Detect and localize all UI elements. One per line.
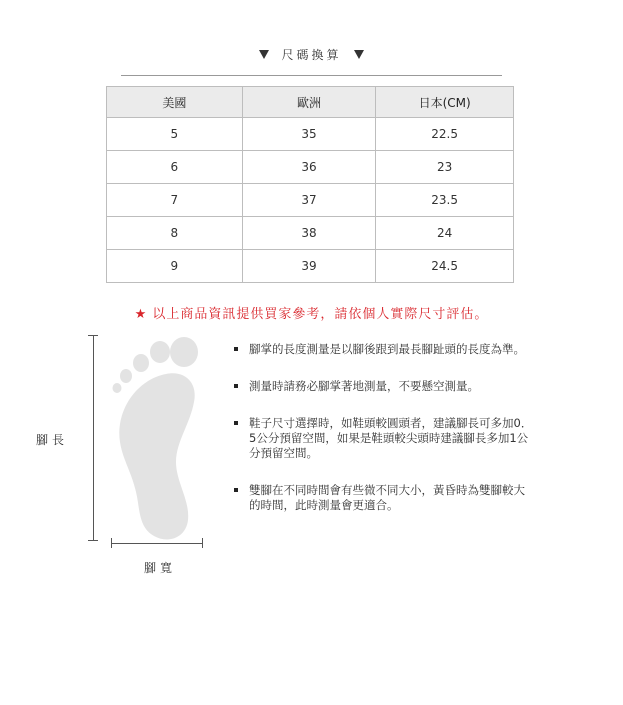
little-toe xyxy=(113,383,122,393)
table-row xyxy=(107,217,514,250)
cell-eu: 37 xyxy=(242,184,376,217)
cell-us: 5 xyxy=(107,118,243,151)
footprint-shape xyxy=(113,337,199,539)
cell-us: 8 xyxy=(107,217,243,250)
column-header-eu: 歐洲 xyxy=(242,87,376,118)
cell-us: 6 xyxy=(107,151,243,184)
tip-text: 鞋子尺寸選擇時，如鞋頭較圓頭者，建議腳長可多加0．5公分預留空間，如果是鞋頭較尖頭時建議腳長多加1公分預留空間。 xyxy=(249,416,533,460)
cell-jp: 24 xyxy=(376,217,514,250)
table-header-row xyxy=(107,87,514,118)
cell-eu: 38 xyxy=(242,217,376,250)
triangle-down-icon xyxy=(259,50,269,59)
cell-jp: 22.5 xyxy=(376,118,514,151)
size-conversion-table xyxy=(106,86,514,283)
list-item xyxy=(234,379,534,394)
footprint-icon xyxy=(106,332,206,544)
section-title-text: 尺碼換算 xyxy=(281,48,342,62)
second-toe xyxy=(150,341,170,363)
column-header-jp: 日本(CM) xyxy=(376,87,514,118)
length-measure-tick-bottom xyxy=(88,540,98,541)
section-title xyxy=(0,46,623,63)
cell-eu: 35 xyxy=(242,118,376,151)
table-row xyxy=(107,250,514,283)
cell-eu: 36 xyxy=(242,151,376,184)
triangle-down-icon xyxy=(354,50,364,59)
tip-text: 測量時請務必腳掌著地測量，不要懸空測量。 xyxy=(249,379,479,393)
cell-jp: 23.5 xyxy=(376,184,514,217)
cell-us: 9 xyxy=(107,250,243,283)
bullet-icon xyxy=(234,347,238,351)
bullet-icon xyxy=(234,384,238,388)
length-measure-tick-top xyxy=(88,335,98,336)
column-header-us: 美國 xyxy=(107,87,243,118)
cell-us: 7 xyxy=(107,184,243,217)
list-item xyxy=(234,342,534,357)
foot-width-label: 腳寬 xyxy=(144,561,177,575)
cell-eu: 39 xyxy=(242,250,376,283)
big-toe xyxy=(170,337,198,367)
table-row xyxy=(107,184,514,217)
bullet-icon xyxy=(234,488,238,492)
measurement-tips-list xyxy=(234,342,534,513)
table-row xyxy=(107,151,514,184)
bullet-icon xyxy=(234,421,238,425)
fourth-toe xyxy=(120,369,132,383)
list-item xyxy=(234,416,534,461)
tip-text: 雙腳在不同時間會有些微不同大小，黃昏時為雙腳較大的時間，此時測量會更適合。 xyxy=(249,483,525,512)
title-divider xyxy=(121,75,502,76)
foot-sole xyxy=(119,373,194,539)
third-toe xyxy=(133,354,149,372)
cell-jp: 23 xyxy=(376,151,514,184)
length-measure-line xyxy=(93,335,94,541)
foot-length-label: 腳長 xyxy=(36,433,69,447)
tip-text: 腳掌的長度測量是以腳後跟到最長腳趾頭的長度為準。 xyxy=(249,342,525,356)
list-item xyxy=(234,483,534,513)
table-row xyxy=(107,118,514,151)
cell-jp: 24.5 xyxy=(376,250,514,283)
size-notice: ★ 以上商品資訊提供買家參考，請依個人實際尺寸評估。 xyxy=(134,307,489,322)
